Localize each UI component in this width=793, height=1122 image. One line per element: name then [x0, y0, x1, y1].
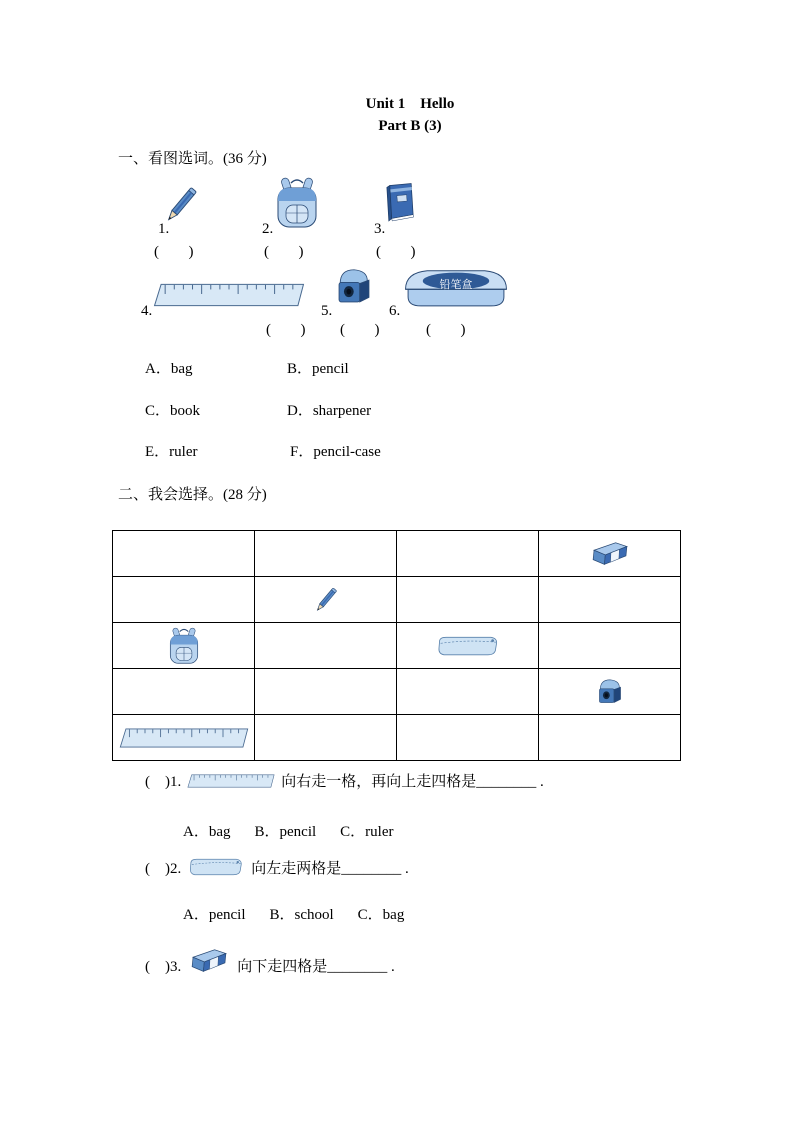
question-1-option-c: C．ruler: [340, 824, 394, 840]
grid-cell: [397, 531, 539, 577]
question-3-icon-wrap: [187, 946, 231, 976]
section1-heading: 一、看图选词。(36 分): [118, 151, 267, 167]
option-c: C．book: [145, 403, 201, 419]
option-a: A．bag: [145, 361, 193, 377]
item-1-icon-wrap: [158, 182, 204, 228]
grid-cell: [255, 669, 397, 715]
grid-row: [113, 715, 681, 761]
eraser-icon: [588, 539, 632, 569]
item-1-answer-blank: ( ): [154, 244, 195, 260]
grid-cell: [397, 577, 539, 623]
question-1-icon-wrap: [187, 772, 275, 791]
item-1-number: 1.: [158, 221, 170, 237]
grid-row: [113, 577, 681, 623]
item-6-answer-blank: ( ): [426, 322, 467, 338]
grid-row: [113, 669, 681, 715]
option-d: D．sharpener: [287, 403, 372, 419]
ruler-icon: [187, 772, 275, 790]
question-2-icon-wrap: [187, 856, 245, 878]
item-2-number: 2.: [262, 221, 274, 237]
page-subtitle: Part B (3): [378, 118, 442, 134]
question-2: [145, 856, 409, 878]
ruler-icon: [153, 279, 305, 311]
sharpener-icon: [331, 261, 377, 313]
backpack-icon: [166, 625, 202, 667]
pouch-icon: [187, 856, 245, 877]
grid-cell: [397, 623, 539, 669]
grid-cell: [113, 669, 255, 715]
item-4-icon-wrap: [153, 279, 305, 311]
item-6-number: 6.: [389, 303, 401, 319]
item-4-number: 4.: [141, 303, 153, 319]
question-1-options: [183, 820, 393, 841]
grid-cell: [113, 623, 255, 669]
ruler-icon: [119, 725, 249, 751]
sharpener-icon: [591, 675, 629, 709]
item-3-answer-blank: ( ): [376, 244, 417, 260]
option-f: F．pencil-case: [290, 444, 381, 460]
grid-cell: [539, 715, 681, 761]
grid-cell: [397, 715, 539, 761]
question-1-text: 向右走一格，再向上走四格是________ .: [281, 774, 544, 790]
question-3-prefix: ( )3.: [145, 959, 182, 975]
question-3: [145, 946, 395, 976]
grid-cell: [539, 577, 681, 623]
item-5-number: 5.: [321, 303, 333, 319]
pencil-icon: [310, 584, 342, 616]
question-2-text: 向左走两格是________ .: [251, 861, 409, 877]
grid-row: [113, 531, 681, 577]
question-1-option-a: A．bag: [183, 824, 231, 840]
item-4-answer-blank: ( ): [266, 322, 307, 338]
question-2-prefix: ( )2.: [145, 861, 182, 877]
grid-cell: [255, 623, 397, 669]
page-title: Unit 1 Hello: [365, 96, 455, 112]
grid-cell: [255, 531, 397, 577]
grid-cell: [539, 669, 681, 715]
pouch-icon: [435, 634, 501, 657]
item-3-icon-wrap: [383, 178, 417, 226]
item-3-number: 3.: [374, 221, 386, 237]
backpack-icon: [272, 175, 322, 231]
item-2-answer-blank: ( ): [264, 244, 305, 260]
item-5-answer-blank: ( ): [340, 322, 381, 338]
item-5-icon-wrap: [331, 261, 377, 313]
section2-heading: 二、我会选择。(28 分): [118, 487, 267, 503]
question-1-prefix: ( )1.: [145, 774, 182, 790]
grid-cell: [397, 669, 539, 715]
option-b: B．pencil: [287, 361, 349, 377]
grid-cell: [539, 623, 681, 669]
question-2-option-b: B．school: [269, 907, 334, 923]
question-2-option-a: A．pencil: [183, 907, 246, 923]
option-e: E．ruler: [145, 444, 198, 460]
question-3-text: 向下走四格是________ .: [237, 959, 395, 975]
grid-cell: [255, 715, 397, 761]
question-1-option-b: B．pencil: [254, 824, 317, 840]
grid-cell: [113, 531, 255, 577]
grid-cell: [539, 531, 681, 577]
pencilcase-label: 铅笔盒: [439, 279, 473, 291]
position-grid: [112, 530, 681, 761]
grid-cell: [113, 715, 255, 761]
item-2-icon-wrap: [272, 175, 322, 231]
grid-cell: [113, 577, 255, 623]
eraser-icon: [187, 946, 231, 976]
grid-row: [113, 623, 681, 669]
pencil-icon: [158, 182, 204, 228]
question-2-options: [183, 903, 404, 924]
question-1: [145, 770, 544, 791]
question-2-option-c: C．bag: [357, 907, 405, 923]
book-icon: [383, 178, 417, 226]
grid-cell: [255, 577, 397, 623]
